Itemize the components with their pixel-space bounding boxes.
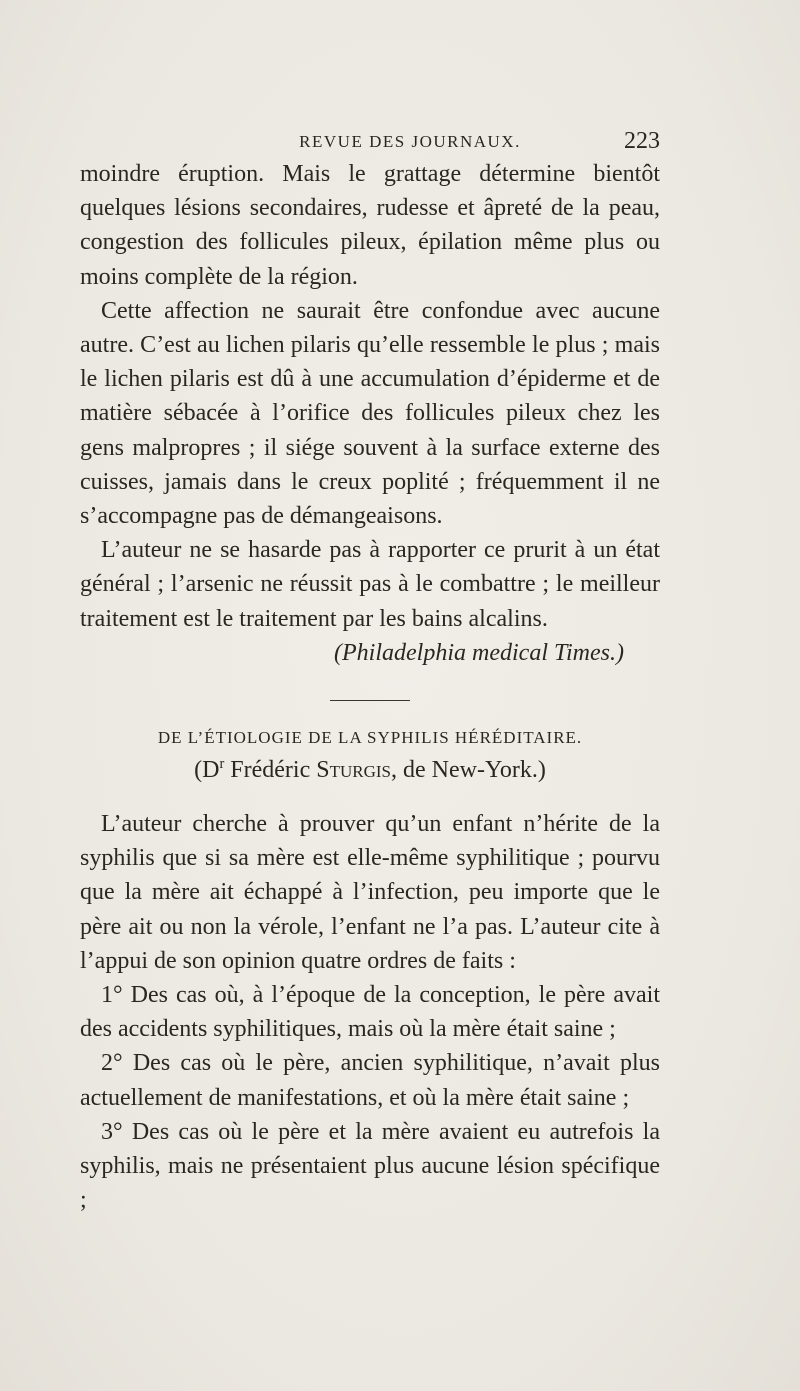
section-title: DE L’ÉTIOLOGIE DE LA SYPHILIS HÉRÉDITAIRE. [157, 728, 583, 748]
author-first-name: Frédéric [230, 757, 311, 784]
section-divider [330, 700, 410, 701]
paragraph-continuation: moindre éruption. Mais le grattage détermine bientôt quelques lésions secondaires, rudesse et âpreté de la peau, congestion des follicules pileux, épilation même plus ou moins complète de la région. [80, 161, 660, 290]
body-text [80, 157, 660, 1217]
running-head [80, 128, 660, 158]
author-open: (D [194, 757, 220, 784]
author-line [80, 753, 660, 787]
paragraph-fact-3: 3° Des cas où le père et la mère avaient eu autrefois la syphilis, mais ne présentaient plus aucune lésion spécifique ; [80, 1118, 660, 1214]
author-last-name: Sturgis [316, 757, 391, 784]
paragraph-fact-1: 1° Des cas où, à l’époque de la conception, le père avait des accidents syphilitiques, mais où la mère était saine ; [80, 982, 660, 1043]
paragraph-fact-2: 2° Des cas où le père, ancien syphilitique, n’avait plus actuellement de manifestations, et où la mère était saine ; [80, 1050, 660, 1111]
author-location: , de New-York.) [390, 757, 546, 784]
paragraph-treatment: L’auteur ne se hasarde pas à rapporter ce prurit à un état général ; l’arsenic ne réussit pas à le combattre ; le meilleur traitement est le traitement par les bains alcalins. [80, 537, 660, 632]
paragraph-differential: Cette affection ne saurait être confondue avec aucune autre. C’est au lichen pilaris qu’elle ressemble le plus ; mais le lichen pilaris est dû à une accumulation d’épiderme et de matière sébacée à l’orifice des follicules pileux chez les gens malpropres ; il siége souvent à la surface externe des cuisses, jamais dans le creux poplité ; fréquemment il ne s’accompagne pas de démangeaisons. [80, 297, 660, 530]
page-number: 223 [624, 128, 660, 154]
paragraph-thesis: L’auteur cherche à prouver qu’un enfant n’hérite de la syphilis que si sa mère est elle-même syphilitique ; pourvu que la mère ait échappé à l’infection, peu importe que le père ait ou non la vérole, l’enfant ne l’a pas. L’auteur cite à l’appui de son opinion quatre ordres de faits : [80, 811, 660, 974]
author-title-sup: r [219, 756, 225, 773]
running-title: REVUE DES JOURNAUX. [299, 132, 521, 151]
source-citation: (Philadelphia medical Times.) [334, 639, 624, 666]
